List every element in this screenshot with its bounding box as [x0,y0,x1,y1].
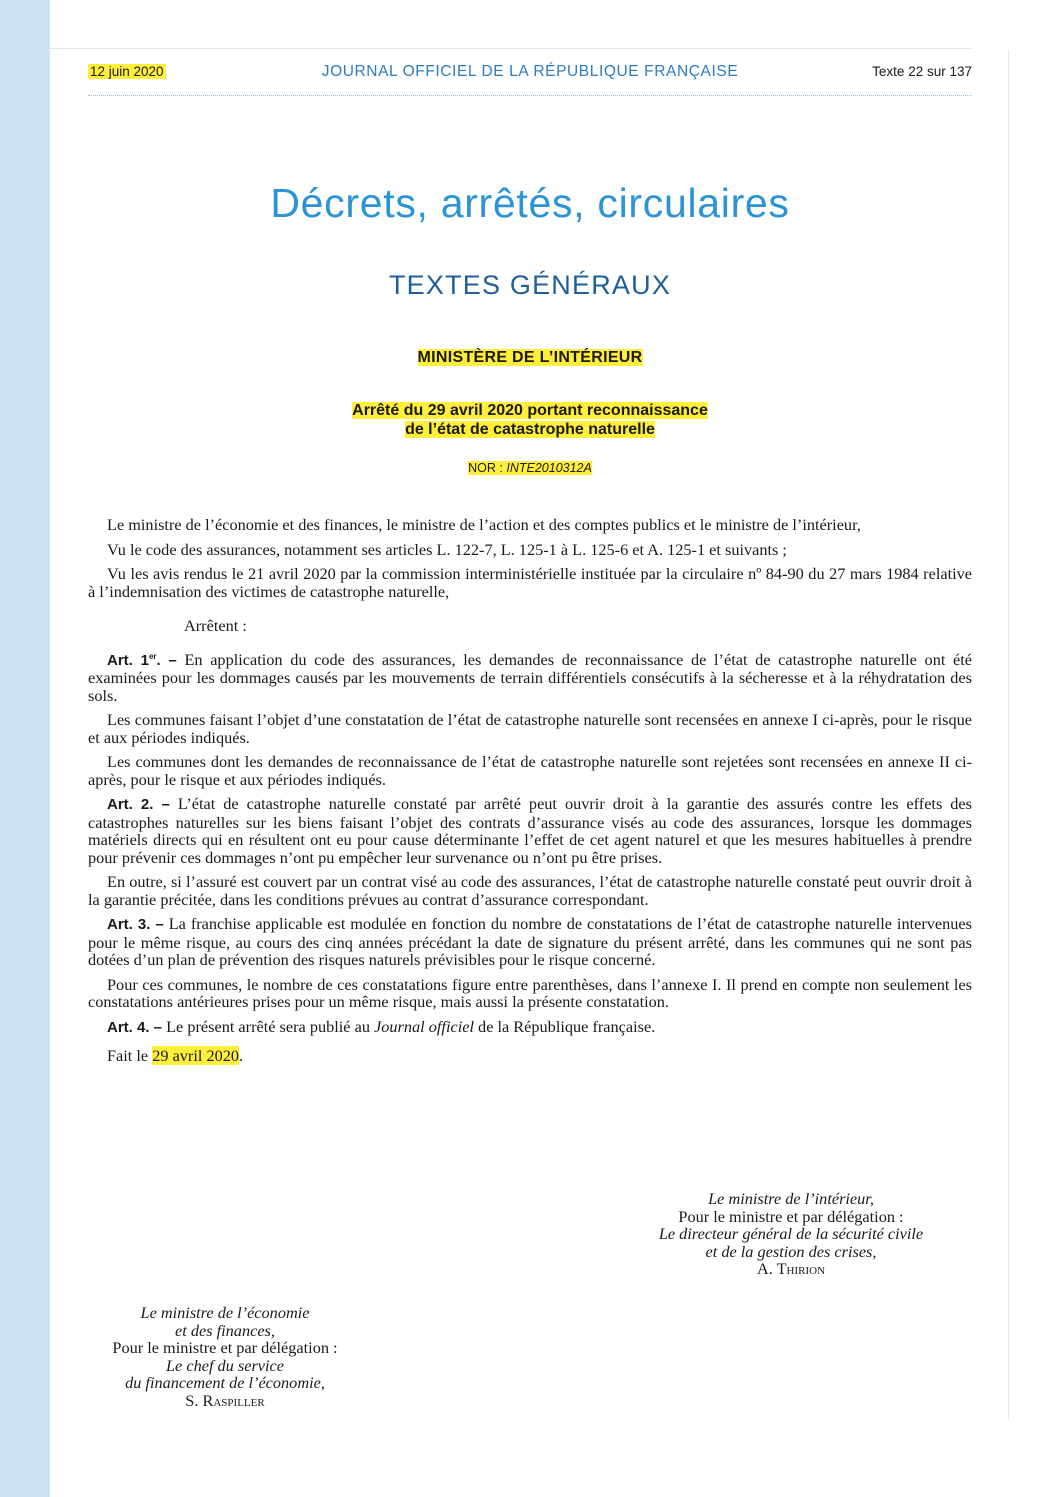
article-1-label-sup: er [148,651,157,661]
document-body [88,516,972,1072]
nor-label: NOR : [468,461,507,475]
article-1-text: En application du code des assurances, les demandes de reconnaissance de l’état de catastrophe naturelle ont été examinées pour les dommages causés par les mouvements de terrain différentiels consécutifs à la sécheresse et à la réhydratation des sols. [88,649,973,705]
signature-interieur [612,1190,970,1278]
left-margin-band [0,0,50,1497]
article-2-paragraph-2: En outre, si l’assuré est couvert par un contrat visé au code des assurances, l’état de catastrophe naturelle constaté peut ouvrir droit à la garantie précitée, dans les conditions prévues au contrat d’assurance correspondant. [88,872,972,909]
nor-reference [88,461,972,475]
section-title: TEXTES GÉNÉRAUX [388,270,672,300]
article-4-text-italic: Journal officiel [374,1016,474,1036]
article-3-paragraph-2: Pour ces communes, le nombre de ces constatations figure entre parenthèses, dans l’annexe I. Il prend en compte non seulement les constatations antérieures prises pour un même risque, mais aussi la présente constatation. [88,974,972,1011]
signature-economie [70,1304,380,1409]
article-3-paragraph [88,915,972,969]
article-4-text-before: Le présent arrêté sera publié au [166,1016,375,1036]
arrete-title-line2: de l’état de catastrophe naturelle [405,421,655,438]
sig-interieur-line2: Pour le ministre et par délégation : [678,1206,904,1226]
top-border-line [50,48,972,49]
page-header [88,62,972,86]
ministry-name: MINISTÈRE DE L’INTÉRIEUR [417,349,643,366]
article-1-label-end: . – [156,651,177,669]
sig-economie-line2: et des finances, [175,1320,275,1340]
article-3-label: Art. 3. – [107,916,164,933]
sig-economie-line5: du financement de l’économie, [125,1373,325,1392]
article-1-label-text: Art. 1 [107,651,149,669]
fait-le-line [88,1047,972,1065]
article-1-label [107,652,177,669]
header-text-number: Texte 22 sur 137 [872,64,972,79]
sig-interieur-line4: et de la gestion des crises, [705,1241,877,1261]
page-title: Décrets, arrêtés, circulaires [270,180,790,226]
right-border-line [1008,50,1009,1420]
preamble-ministers: Le ministre de l’économie et des finances, le ministre de l’action et des comptes publics et le ministre de l’intérieur, [107,515,861,534]
article-2-paragraph [88,795,972,866]
arrete-title-line1: Arrêté du 29 avril 2020 portant reconnaissance [352,402,708,419]
sig-interieur-line3: Le directeur général de la sécurité civile [658,1224,924,1243]
arretent-line: Arrêtent : [184,616,247,635]
sig-interieur-line1: Le ministre de l’intérieur, [708,1189,874,1208]
ministry-heading [88,349,972,367]
fait-prefix: Fait le [107,1046,153,1065]
nor-code: INTE2010312A [506,461,592,475]
article-4-text-after: de la République française. [473,1016,656,1036]
article-2-label: Art. 2. – [107,796,170,813]
header-divider [88,95,972,96]
fait-date: 29 avril 2020 [152,1046,240,1065]
preamble-vu-avis: Vu les avis rendus le 21 avril 2020 par la commission interministérielle instituée par la circulaire nº 84-90 du 27 mars 1984 relative à l’indemnisation des victimes de catastrophe naturelle, [88,564,972,601]
sig-interieur-name: A. Thirion [756,1259,826,1278]
arrete-title [88,401,972,439]
sig-economie-line4: Le chef du service [166,1355,284,1375]
article-2-text: L’état de catastrophe naturelle constaté par arrêté peut ouvrir droit à la garantie des assurés contre les effets des catastrophes naturelles sur les biens faisant l’objet des contrats d’assurance visés au code des assurances, lorsque les dommages matériels directs qui en résultent ont eu pour cause déterminante l’effet de cet agent naturel et que les mesures habituelles à prendre pour prévenir ces dommages n’ont pu empêcher leur survenance ou n’ont pu être prises. [88,794,972,867]
sig-economie-line3: Pour le ministre et par délégation : [112,1338,338,1357]
article-4-label: Art. 4. – [107,1018,163,1036]
article-3-text: La franchise applicable est modulée en fonction du nombre de constatations de l’état de catastrophe naturelle intervenues pour le même risque, au cours des cinq années précédant la date de signature du présent arrêté, dans les communes qui ne sont pas dotées d’un plan de prévention des risques naturels prévisibles pour le risque concerné. [88,914,972,969]
nor-badge [468,461,592,475]
article-1-paragraph-2: Les communes faisant l’objet d’une constatation de l’état de catastrophe naturelle sont recensées en annexe I ci-après, pour le risque et aux périodes indiqués. [88,710,972,747]
article-1-paragraph-3: Les communes dont les demandes de reconnaissance de l’état de catastrophe naturelle sont rejetées sont recensées en annexe II ci-après, pour le risque et aux périodes indiqués. [88,752,972,789]
article-1-paragraph [88,648,972,705]
fait-suffix: . [239,1046,244,1065]
header-date: 12 juin 2020 [90,64,164,79]
article-4-paragraph [88,1018,972,1037]
preamble-vu-code: Vu le code des assurances, notamment ses articles L. 122-7, L. 125-1 à L. 125-6 et A. 125-1 et suivants ; [107,539,787,559]
sig-economie-name: S. Raspiller [185,1390,265,1410]
header-journal-title: JOURNAL OFFICIEL DE LA RÉPUBLIQUE FRANÇAISE [321,63,739,80]
sig-economie-line1: Le ministre de l’économie [140,1303,310,1322]
